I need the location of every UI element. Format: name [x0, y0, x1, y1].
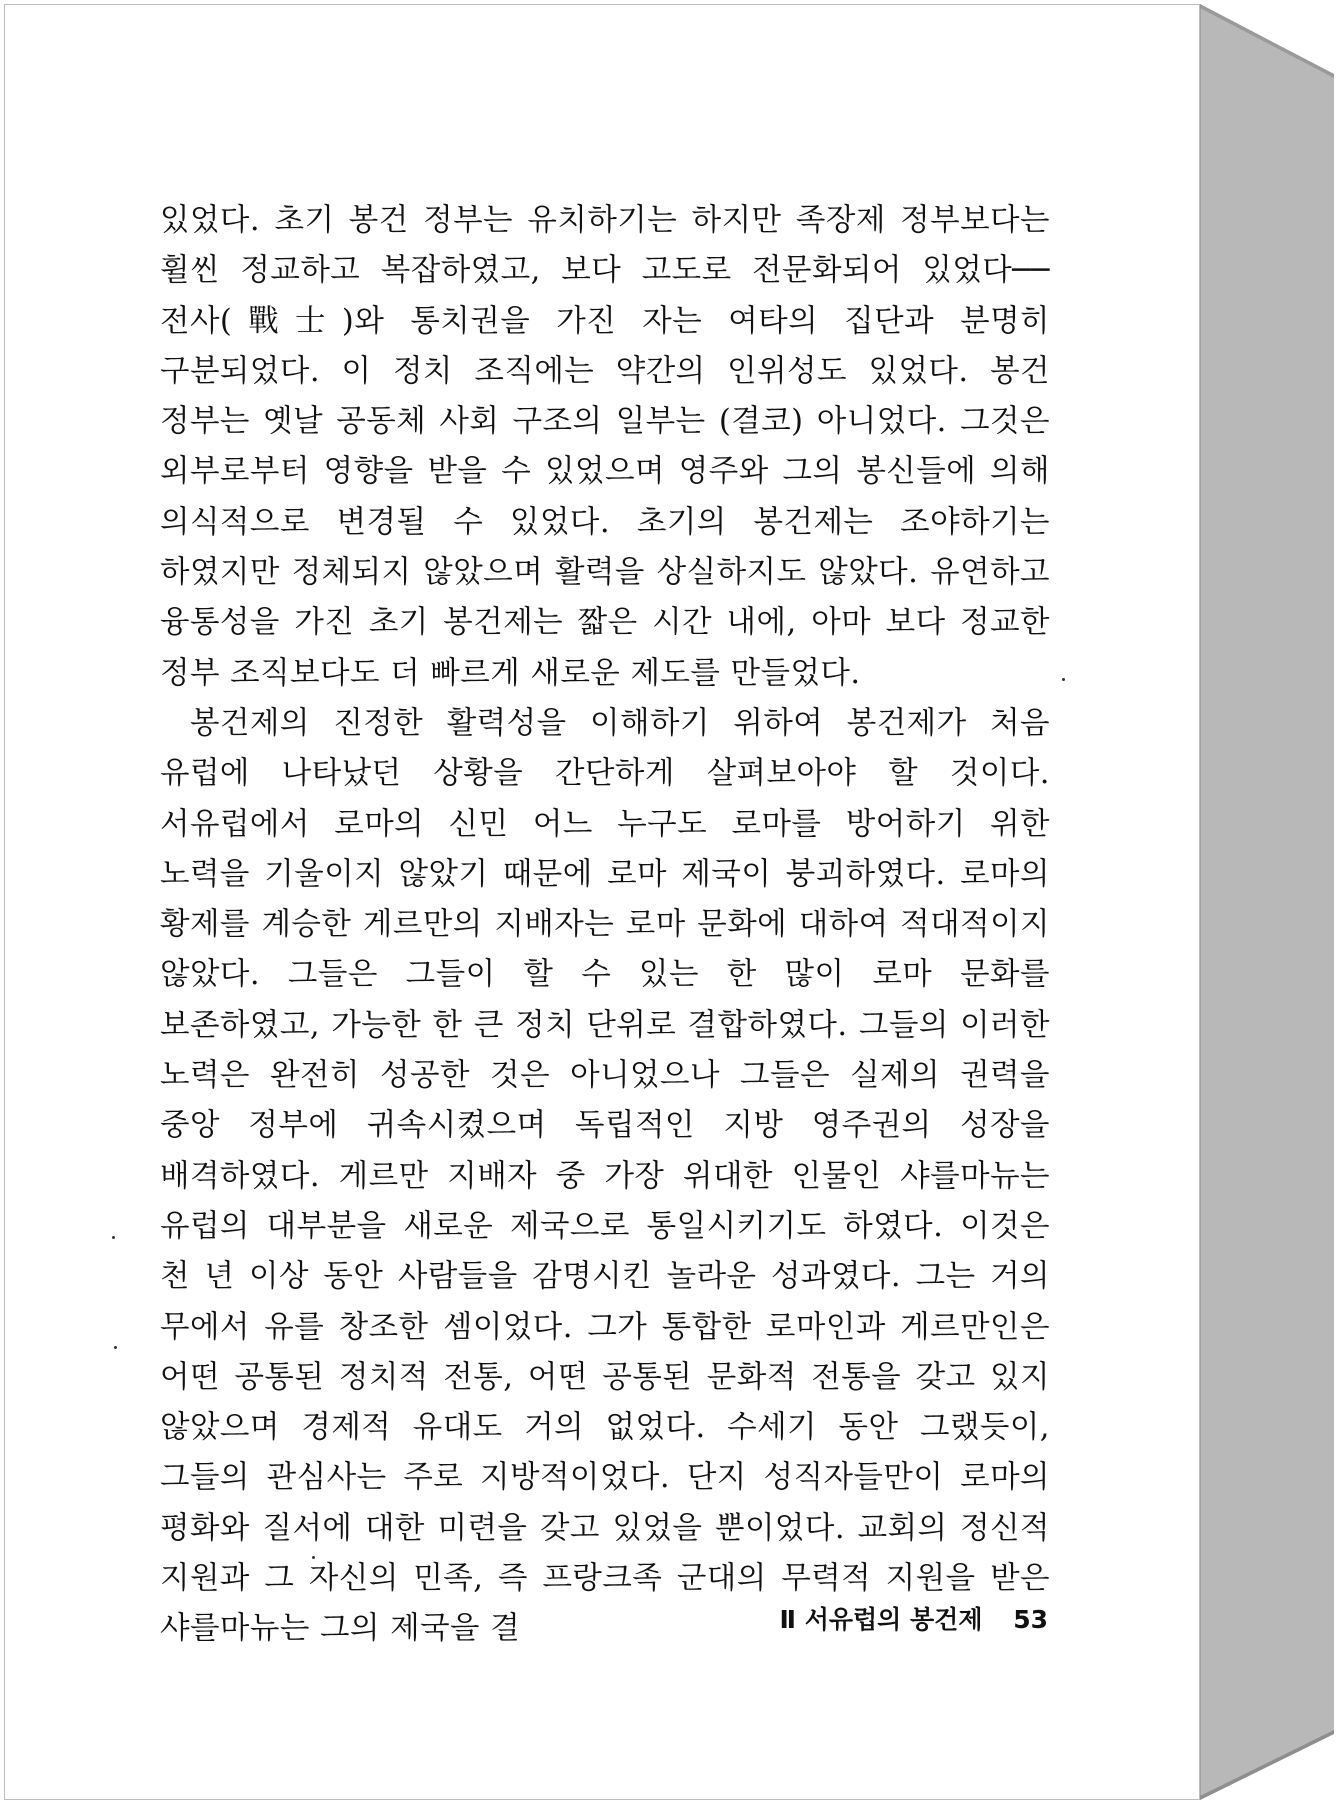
page-number: 53 [1013, 1605, 1048, 1634]
paragraph-2: 봉건제의 진정한 활력성을 이해하기 위하여 봉건제가 처음 유럽에 나타났던 상황을 간단하게 살펴보아야 할 것이다. 서유럽에서 로마의 신민 어느 누구도 로마를 방어하기 위한 노력을 기울이지 않았기 때문에 로마 제국이 붕괴하였다. 로마의 황제를 계승한 게르만의 지배자는 로마 문화에 대하여 적대적이지 않았다. 그들은 그들이 할 수 있는 한 많이 로마 문화를 보존하였고, 가능한 한 큰 정치 단위로 결합하였다. 그들의 이러한 노력은 완전히 성공한 것은 아니었으나 그들은 실제의 권력을 중앙 정부에 귀속시켰으며 독립적인 지방 영주권의 성장을 배격하였다. 게르만 지배자 중 가장 위대한 인물인 샤를마뉴는 유럽의 대부분을 새로운 제국으로 통일시키기도 하였다. 이것은 천 년 이상 동안 사람들을 감명시킨 놀라운 성과였다. 그는 거의 무에서 유를 창조한 셈이었다. 그가 통합한 로마인과 게르만인은 어떤 공통된 정치적 전통, 어떤 공통된 문화적 전통을 갖고 있지 않았으며 경제적 유대도 거의 없었다. 수세기 동안 그랬듯이, 그들의 관심사는 주로 지방적이었다. 단지 성직자들만이 로마의 평화와 질서에 대한 미련을 갖고 있었을 뿐이었다. 교회의 정신적 지원과 그 자신의 민족, 즉 프랑크족 군대의 무력적 지원을 받은 샤를마뉴는 그의 제국을 결 [160, 705, 1050, 1647]
page-footer [700, 1600, 1048, 1636]
paragraph-1: 있었다. 초기 봉건 정부는 유치하기는 하지만 족장제 정부보다는 휠씬 정교하고 복잡하였고, 보다 고도로 전문화되어 있었다── 전사(戰士)와 통치권을 가진 자는 여타의 집단과 분명히 구분되었다. 이 정치 조직에는 약간의 인위성도 있었다. 봉건 정부는 옛날 공동체 사회 구조의 일부는 (결코) 아니었다. 그것은 외부로부터 영향을 받을 수 있었으며 영주와 그의 봉신들에 의해 의식적으로 변경될 수 있었다. 초기의 봉건제는 조야하기는 하였지만 정체되지 않았으며 활력을 상실하지도 않았다. 유연하고 융통성을 가진 초기 봉건제는 짧은 시간 내에, 아마 보다 정교한 정부 조직보다도 더 빠르게 새로운 제도를 만들었다. [160, 203, 1050, 691]
scan-speck [312, 1556, 315, 1559]
body-text [160, 196, 1050, 1655]
scan-speck [114, 1346, 117, 1349]
chapter-title: Ⅱ 서유럽의 봉건제 [779, 1605, 983, 1634]
scan-speck [112, 1236, 115, 1239]
scan-speck [1062, 678, 1065, 681]
page-stack-edge [1200, 4, 1334, 1800]
